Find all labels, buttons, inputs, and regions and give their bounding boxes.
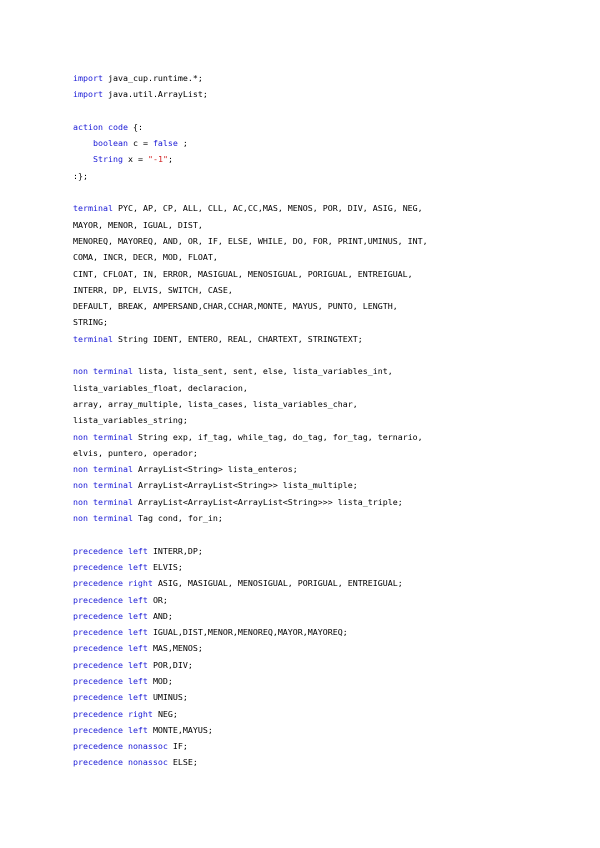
- code-line: [73, 298, 585, 314]
- keyword-token: precedence left: [73, 594, 148, 605]
- code-token: Tag cond, for_in;: [137, 513, 223, 524]
- code-line: [73, 151, 585, 167]
- code-line: [73, 412, 585, 428]
- code-token: java.util.ArrayList;: [107, 89, 208, 100]
- code-line: [73, 233, 585, 249]
- keyword-token: import: [73, 73, 103, 83]
- string-literal-token: "-1": [147, 154, 168, 165]
- code-line: [73, 673, 585, 689]
- code-token: [73, 138, 93, 148]
- code-token: MONTE,MAYUS;: [152, 724, 213, 735]
- code-line: [73, 608, 585, 624]
- code-line: [73, 217, 585, 233]
- keyword-token: non terminal: [73, 464, 133, 475]
- code-token: x =: [127, 154, 148, 165]
- keyword-token: precedence left: [73, 610, 148, 621]
- keyword-token: precedence left: [73, 561, 148, 572]
- code-token: ArrayList<String> lista_enteros;: [137, 464, 298, 475]
- code-token: java_cup.runtime.*;: [107, 73, 203, 83]
- code-token: POR,DIV;: [152, 659, 193, 670]
- code-line: [73, 249, 585, 265]
- keyword-token: import: [73, 89, 103, 100]
- code-line: [73, 380, 585, 396]
- code-line: [73, 266, 585, 282]
- keyword-token: non terminal: [73, 431, 133, 442]
- code-line: [73, 396, 585, 412]
- code-line: [73, 722, 585, 738]
- keyword-token: non terminal: [73, 480, 133, 491]
- code-token: OR;: [152, 594, 168, 605]
- code-line: [73, 689, 585, 705]
- code-token: ArrayList<ArrayList<ArrayList<String>>> lista_triple;: [137, 496, 403, 507]
- code-token: lista_variables_string;: [73, 415, 188, 426]
- keyword-token: precedence left: [73, 724, 148, 735]
- keyword-token: terminal: [73, 203, 113, 214]
- code-line: [73, 592, 585, 608]
- code-token: :};: [73, 170, 88, 181]
- code-line: [73, 461, 585, 477]
- keyword-token: precedence right: [73, 708, 153, 719]
- code-token: ASIG, MASIGUAL, MENOSIGUAL, PORIGUAL, ENTREIGUAL;: [157, 578, 403, 589]
- code-token: IGUAL,DIST,MENOR,MENOREQ,MAYOR,MAYOREQ;: [152, 627, 348, 638]
- code-line: [73, 559, 585, 575]
- blank-line: [73, 103, 585, 119]
- code-token: DEFAULT, BREAK, AMPERSAND,CHAR,CCHAR,MONTE, MAYUS, PUNTO, LENGTH,: [73, 301, 398, 312]
- blank-line: [73, 347, 585, 363]
- keyword-token: String: [92, 154, 123, 165]
- blank-line: [73, 184, 585, 200]
- code-token: elvis, puntero, operador;: [73, 447, 198, 458]
- code-token: IF;: [172, 741, 188, 752]
- code-line: [73, 314, 585, 330]
- code-token: COMA, INCR, DECR, MOD, FLOAT,: [73, 252, 218, 263]
- keyword-token: precedence left: [73, 643, 148, 654]
- keyword-token: precedence left: [73, 659, 148, 670]
- code-line: [73, 70, 585, 86]
- code-line: [73, 706, 585, 722]
- keyword-token: precedence nonassoc: [73, 741, 168, 752]
- code-line: [73, 510, 585, 526]
- code-line: [73, 624, 585, 640]
- keyword-token: action code: [73, 121, 128, 132]
- code-line: [73, 640, 585, 656]
- code-token: MAS,MENOS;: [152, 643, 203, 654]
- code-line: [73, 168, 585, 184]
- code-token: ELVIS;: [152, 561, 183, 572]
- keyword-token: boolean: [92, 138, 128, 149]
- keyword-token: precedence right: [73, 578, 153, 589]
- code-token: ArrayList<ArrayList<String>> lista_multiple;: [137, 480, 358, 491]
- keyword-token: terminal: [73, 333, 113, 344]
- blank-line: [73, 526, 585, 542]
- code-token: ;: [167, 154, 173, 165]
- keyword-token: precedence left: [73, 675, 148, 686]
- code-line: [73, 363, 585, 379]
- code-line: [73, 200, 585, 216]
- code-token: STRING;: [73, 317, 108, 328]
- code-token: lista_variables_float, declaracion,: [73, 382, 248, 393]
- code-line: [73, 494, 585, 510]
- code-line: [73, 657, 585, 673]
- code-line: [73, 575, 585, 591]
- code-line: [73, 282, 585, 298]
- code-token: PYC, AP, CP, ALL, CLL, AC,CC,MAS, MENOS, POR, DIV, ASIG, NEG,: [117, 203, 423, 214]
- code-token: UMINUS;: [152, 692, 188, 703]
- code-token: NEG;: [157, 708, 178, 719]
- code-token: [73, 154, 93, 164]
- keyword-token: precedence left: [73, 545, 148, 556]
- code-token: ELSE;: [172, 757, 198, 768]
- code-token: MAYOR, MENOR, IGUAL, DIST,: [73, 219, 203, 230]
- keyword-token: non terminal: [73, 366, 133, 377]
- code-token: {:: [132, 121, 143, 132]
- code-line: [73, 119, 585, 135]
- keyword-token: precedence left: [73, 692, 148, 703]
- code-token: ;: [182, 138, 188, 149]
- code-token: String exp, if_tag, while_tag, do_tag, for_tag, ternario,: [137, 431, 423, 442]
- code-token: AND;: [152, 610, 173, 621]
- code-token: lista, lista_sent, sent, else, lista_variables_int,: [137, 366, 393, 377]
- code-line: [73, 738, 585, 754]
- code-line: [73, 477, 585, 493]
- keyword-token: precedence nonassoc: [73, 757, 168, 768]
- keyword-token: non terminal: [73, 513, 133, 524]
- code-line: [73, 331, 585, 347]
- code-token: CINT, CFLOAT, IN, ERROR, MASIGUAL, MENOSIGUAL, PORIGUAL, ENTREIGUAL,: [73, 268, 413, 279]
- code-line: [73, 754, 585, 770]
- code-token: MOD;: [152, 675, 173, 686]
- code-token: array, array_multiple, lista_cases, lista_variables_char,: [73, 398, 358, 409]
- code-token: MENOREQ, MAYOREQ, AND, OR, IF, ELSE, WHILE, DO, FOR, PRINT,UMINUS, INT,: [73, 235, 428, 246]
- keyword-token: non terminal: [73, 496, 133, 507]
- code-token: c =: [132, 138, 153, 149]
- code-token: INTERR, DP, ELVIS, SWITCH, CASE,: [73, 284, 233, 295]
- code-line: [73, 86, 585, 102]
- code-listing: [73, 70, 585, 771]
- keyword-token: precedence left: [73, 627, 148, 638]
- code-token: INTERR,DP;: [152, 545, 203, 556]
- code-line: [73, 543, 585, 559]
- code-line: [73, 135, 585, 151]
- code-line: [73, 429, 585, 445]
- keyword-token: false: [152, 138, 178, 149]
- code-token: String IDENT, ENTERO, REAL, CHARTEXT, STRINGTEXT;: [117, 333, 363, 344]
- code-line: [73, 445, 585, 461]
